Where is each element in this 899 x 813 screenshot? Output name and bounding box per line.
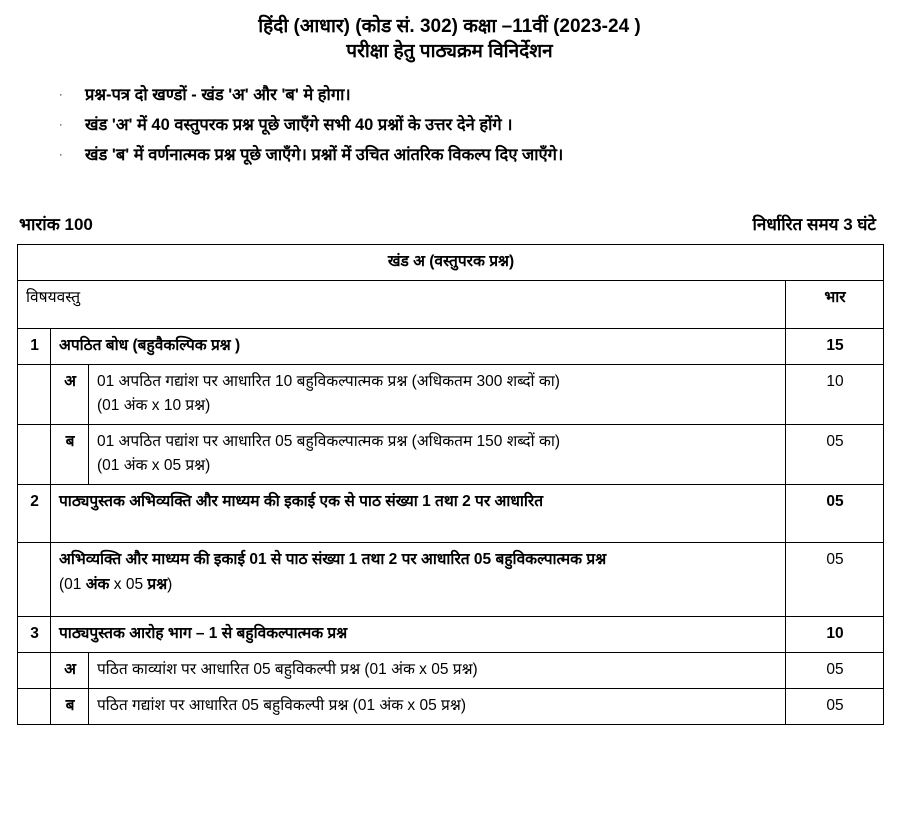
row-content: पठित गद्यांश पर आधारित 05 बहुविकल्पी प्रश्न (01 अंक x 05 प्रश्न) — [89, 689, 786, 725]
section-heading-cell: खंड अ (वस्तुपरक प्रश्न) — [18, 245, 884, 281]
row-content: अपठित बोध (बहुवैकल्पिक प्रश्न ) — [51, 329, 786, 365]
row-content: पाठ्यपुस्तक आरोह भाग – 1 से बहुविकल्पात्मक प्रश्न — [51, 617, 786, 653]
exam-meta-row — [0, 212, 899, 235]
bullet-dot-icon: · — [59, 119, 63, 131]
table-row — [18, 653, 884, 689]
row-serial — [18, 425, 51, 485]
row-content-formula — [59, 572, 778, 597]
instruction-text: प्रश्न-पत्र दो खण्डों - खंड 'अ' और 'ब' मे होगा। — [85, 86, 351, 104]
table-column-header-row — [18, 281, 884, 329]
bullet-dot-icon: · — [59, 89, 63, 101]
row-marks: 05 — [786, 689, 884, 725]
column-header-marks: भार — [786, 281, 884, 329]
row-marks: 05 — [786, 653, 884, 689]
row-serial — [18, 365, 51, 425]
row-subletter: ब — [51, 425, 89, 485]
row-serial: 3 — [18, 617, 51, 653]
row-content — [89, 425, 786, 485]
list-item — [57, 80, 899, 110]
syllabus-specification-table — [17, 244, 884, 725]
list-item — [57, 140, 899, 170]
duration-label: निर्धारित समय 3 घंटे — [752, 215, 876, 234]
row-content-line-1: 01 अपठित गद्यांश पर आधारित 10 बहुविकल्पात्मक प्रश्न (अधिकतम 300 शब्दों का) — [97, 373, 560, 390]
row-marks: 05 — [786, 425, 884, 485]
table-row — [18, 329, 884, 365]
row-content — [89, 365, 786, 425]
row-marks: 05 — [786, 485, 884, 543]
row-subletter: ब — [51, 689, 89, 725]
table-row — [18, 689, 884, 725]
row-marks: 05 — [786, 543, 884, 617]
document-title-block — [0, 0, 899, 64]
row-serial: 2 — [18, 485, 51, 543]
row-subletter: अ — [51, 653, 89, 689]
row-serial — [18, 653, 51, 689]
row-marks: 10 — [786, 365, 884, 425]
table-row — [18, 617, 884, 653]
row-content — [51, 543, 786, 617]
instruction-text: खंड 'ब' में वर्णनात्मक प्रश्न पूछे जाएँगे। प्रश्नों में उचित आंतरिक विकल्प दिए जाएँगे। — [85, 146, 564, 164]
row-serial — [18, 689, 51, 725]
total-marks-label: भारांक 100 — [19, 215, 93, 234]
page-title-line-2: परीक्षा हेतु पाठ्यक्रम विनिर्देशन — [346, 41, 553, 62]
formula-prefix: (01 — [59, 576, 86, 593]
row-serial — [18, 543, 51, 617]
column-header-content: विषयवस्तु — [18, 281, 786, 329]
bullet-dot-icon: · — [59, 149, 63, 161]
row-content: पठित काव्यांश पर आधारित 05 बहुविकल्पी प्रश्न (01 अंक x 05 प्रश्न) — [89, 653, 786, 689]
instructions-list — [0, 80, 899, 170]
table-section-header-row — [18, 245, 884, 281]
row-marks: 10 — [786, 617, 884, 653]
row-marks: 15 — [786, 329, 884, 365]
table-row — [18, 425, 884, 485]
row-content-line-1: 01 अपठित पद्यांश पर आधारित 05 बहुविकल्पात्मक प्रश्न (अधिकतम 150 शब्दों का) — [97, 433, 561, 450]
table-row — [18, 485, 884, 543]
page-title-line-1: हिंदी (आधार) (कोड सं. 302) कक्षा –11वीं (2023-24 ) — [258, 16, 641, 37]
formula-unit-questions: प्रश्न — [147, 576, 168, 593]
formula-operator: x 05 — [109, 576, 148, 593]
formula-suffix: ) — [167, 576, 173, 593]
table-row — [18, 365, 884, 425]
row-content-line-2: (01 अंक x 05 प्रश्न) — [97, 457, 211, 474]
row-serial: 1 — [18, 329, 51, 365]
row-subletter: अ — [51, 365, 89, 425]
row-content-line-2: (01 अंक x 10 प्रश्न) — [97, 397, 211, 414]
row-content-main: अभिव्यक्ति और माध्यम की इकाई 01 से पाठ संख्या 1 तथा 2 पर आधारित 05 बहुविकल्पात्मक प्रश्न — [59, 551, 607, 568]
instruction-text: खंड 'अ' में 40 वस्तुपरक प्रश्न पूछे जाएँगे सभी 40 प्रश्नों के उत्तर देने होंगे । — [85, 116, 513, 134]
formula-unit-marks: अंक — [85, 576, 110, 593]
table-row — [18, 543, 884, 617]
list-item — [57, 110, 899, 140]
row-content: पाठ्यपुस्तक अभिव्यक्ति और माध्यम की इकाई एक से पाठ संख्या 1 तथा 2 पर आधारित — [51, 485, 786, 543]
